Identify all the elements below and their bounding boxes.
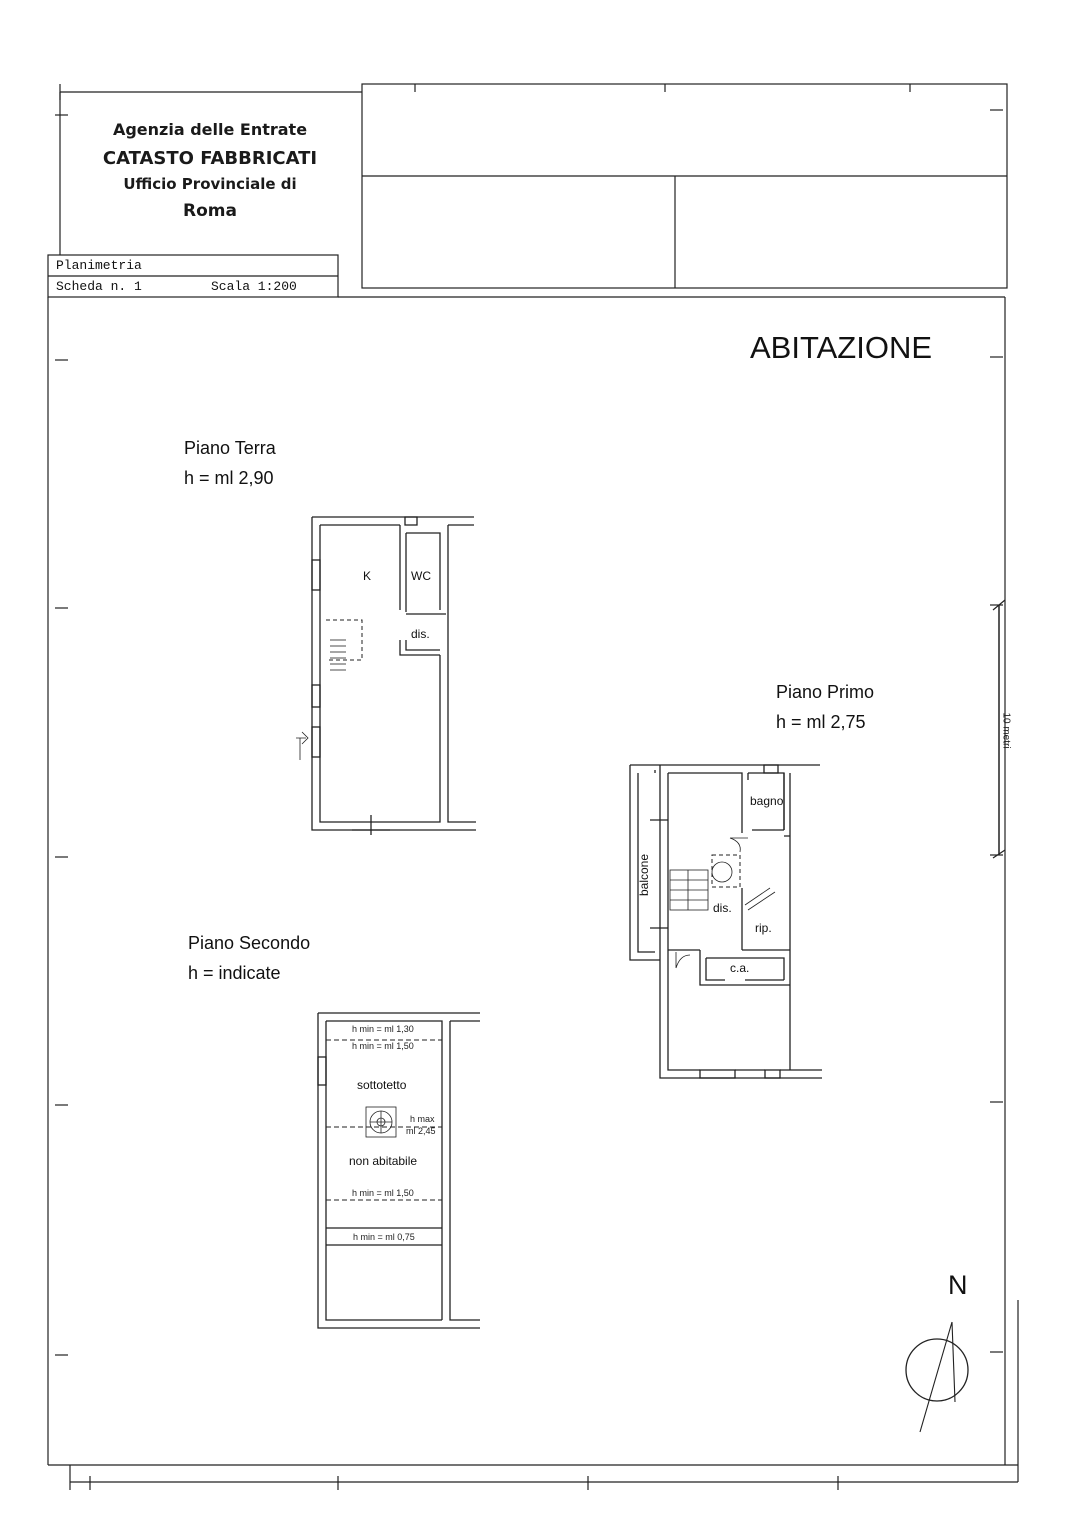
room-wc: WC bbox=[411, 569, 431, 583]
label-hmax-value: ml 2,45 bbox=[406, 1126, 436, 1136]
north-label: N bbox=[948, 1270, 968, 1300]
city-label: Roma bbox=[183, 201, 237, 221]
second-floor-height: h = indicate bbox=[188, 963, 281, 983]
label-hmin-130: h min = ml 1,30 bbox=[352, 1024, 414, 1034]
room-balcone: balcone bbox=[637, 853, 652, 897]
scale-bar-label: 10 metri bbox=[1000, 712, 1012, 749]
room-kitchen: K bbox=[363, 569, 372, 583]
first-floor-name: Piano Primo bbox=[776, 682, 875, 702]
office-label: Ufficio Provinciale di bbox=[123, 175, 297, 193]
room-dis-first: dis. bbox=[713, 901, 732, 915]
sheet-type: Planimetria bbox=[56, 258, 142, 273]
label-hmin-150-bottom: h min = ml 1,50 bbox=[352, 1188, 414, 1198]
label-hmin-150-top: h min = ml 1,50 bbox=[352, 1041, 414, 1051]
sheet-scale: Scala 1:200 bbox=[211, 279, 297, 294]
ground-floor-name: Piano Terra bbox=[184, 438, 276, 458]
label-sottotetto: sottotetto bbox=[357, 1078, 407, 1092]
second-floor-name: Piano Secondo bbox=[188, 933, 311, 953]
label-hmax: h max bbox=[410, 1114, 435, 1124]
room-ca: c.a. bbox=[730, 961, 750, 975]
document-title: ABITAZIONE bbox=[750, 330, 933, 365]
first-floor-height: h = ml 2,75 bbox=[776, 712, 866, 732]
label-hmin-075: h min = ml 0,75 bbox=[353, 1232, 415, 1242]
room-bagno: bagno bbox=[750, 794, 784, 808]
room-rip: rip. bbox=[755, 921, 772, 935]
label-non-abitabile: non abitabile bbox=[349, 1154, 418, 1168]
ground-floor-height: h = ml 2,90 bbox=[184, 468, 274, 488]
sheet-number: Scheda n. 1 bbox=[56, 279, 142, 294]
cadastre-title: CATASTO FABBRICATI bbox=[102, 148, 318, 169]
agency-name: Agenzia delle Entrate bbox=[112, 120, 308, 139]
room-dis-ground: dis. bbox=[411, 627, 430, 641]
